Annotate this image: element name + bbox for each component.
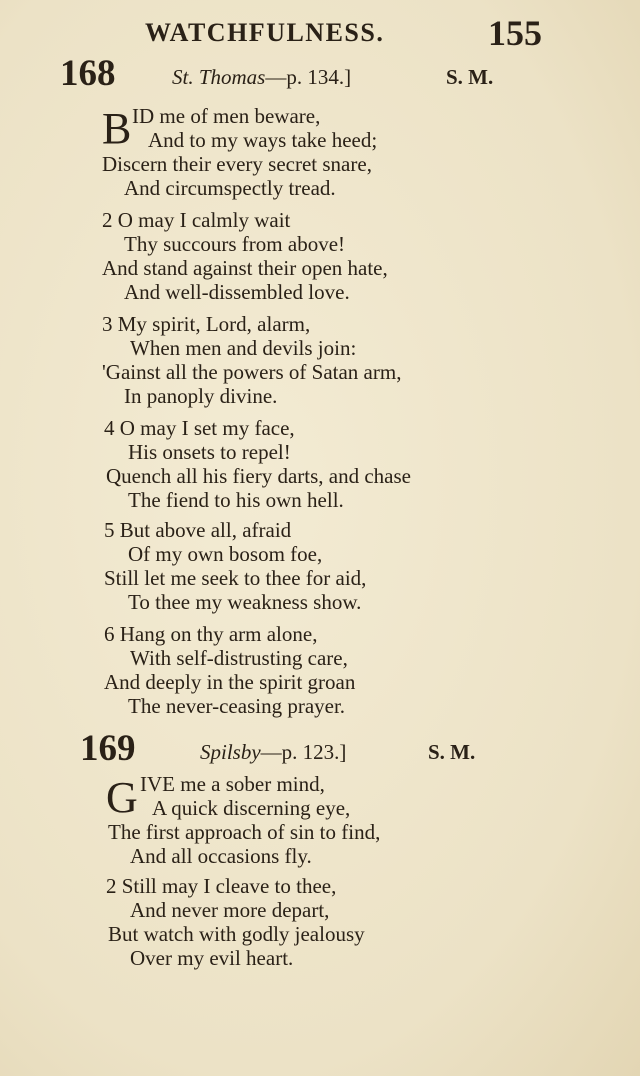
hymn-168-tune-ref: —p. 134.] [265, 65, 352, 89]
hymn-168-tune [172, 65, 351, 90]
verse-line: The never-ceasing prayer. [128, 694, 346, 718]
hymn-169-tune-ref: —p. 123.] [260, 740, 347, 764]
verse-line: And well-dissembled love. [124, 280, 350, 304]
verse-line: But watch with godly jealousy [108, 922, 365, 946]
verse-line: Of my own bosom foe, [128, 542, 323, 566]
verse-line: 6 Hang on thy arm alone, [104, 622, 318, 646]
verse-line: The fiend to his own hell. [128, 488, 344, 512]
hymn-169-tune-name: Spilsby [200, 740, 261, 764]
verse-line: His onsets to repel! [128, 440, 291, 464]
verse-line: A quick discerning eye, [152, 796, 351, 820]
running-title: WATCHFULNESS. [145, 18, 385, 47]
verse-line: Over my evil heart. [130, 946, 294, 970]
verse-line: 3 My spirit, Lord, alarm, [102, 312, 311, 336]
verse-line: In panoply divine. [124, 384, 278, 408]
page-number: 155 [488, 13, 542, 53]
verse-line: 'Gainst all the powers of Satan arm, [102, 360, 402, 384]
verse-line: 4 O may I set my face, [104, 416, 295, 440]
verse-line: Thy succours from above! [124, 232, 346, 256]
verse-line: Still let me seek to thee for aid, [104, 566, 367, 590]
verse-line: When men and devils join: [130, 336, 357, 360]
verse-line: To thee my weakness show. [128, 590, 362, 614]
hymn-168-tune-name: St. Thomas [172, 65, 266, 89]
verse-line: Discern their every secret snare, [102, 152, 372, 176]
hymn-169-number: 169 [80, 728, 136, 769]
verse-line: ID me of men beware, [132, 104, 321, 128]
verse-line: Quench all his fiery darts, and chase [106, 464, 411, 488]
hymn-169-tune [200, 740, 346, 765]
verse-line: And stand against their open hate, [102, 256, 388, 280]
verse-line: And all occasions fly. [130, 844, 312, 868]
verse-line: With self-distrusting care, [130, 646, 348, 670]
verse-line: And to my ways take heed; [148, 128, 378, 152]
verse-line: 5 But above all, afraid [104, 518, 292, 542]
hymn-169-meter: S. M. [428, 740, 476, 764]
verse-line: IVE me a sober mind, [140, 772, 325, 796]
hymn-168-dropcap: B [102, 104, 132, 153]
hymn-168-number: 168 [60, 53, 116, 94]
verse-line: And deeply in the spirit groan [104, 670, 356, 694]
verse-line: And never more depart, [130, 898, 330, 922]
hymn-169-dropcap: G [106, 773, 138, 822]
verse-line: And circumspectly tread. [124, 176, 336, 200]
hymn-168-meter: S. M. [446, 65, 494, 89]
verse-line: 2 Still may I cleave to thee, [106, 874, 337, 898]
verse-line: The first approach of sin to find, [108, 820, 381, 844]
verse-line: 2 O may I calmly wait [102, 208, 291, 232]
